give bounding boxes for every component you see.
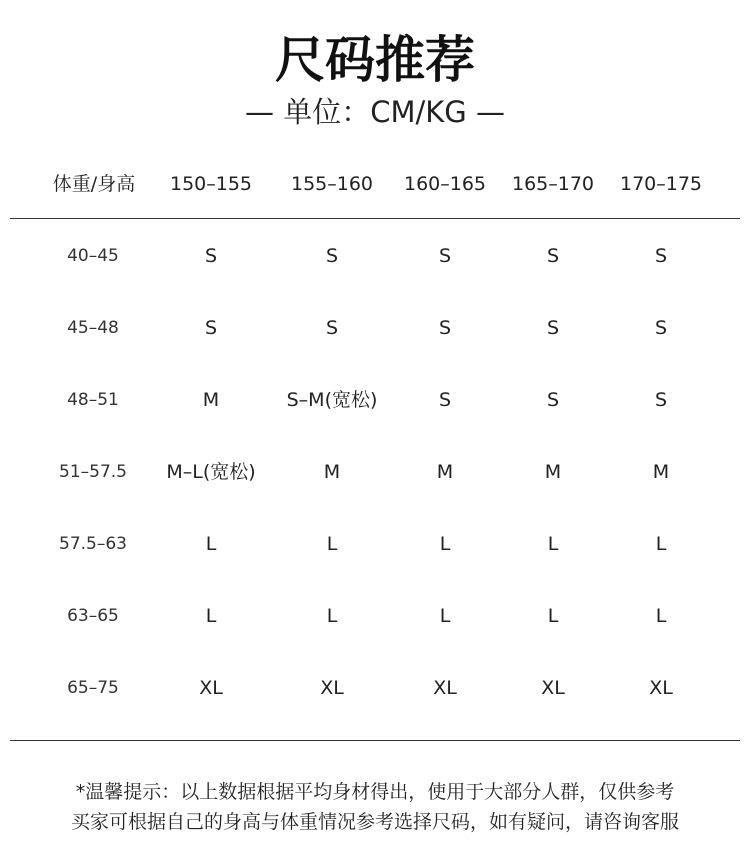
table-row [0,672,750,704]
weight-label: 45–48 [67,318,119,338]
size-cell: XL [199,677,223,699]
size-cell: S [438,389,452,411]
table-row [0,456,750,488]
weight-label: 51–57.5 [59,462,127,482]
height-header: 165–170 [511,173,595,195]
size-cell: L [547,533,559,555]
height-header: 160–165 [403,173,487,195]
corner-label: 体重/身高 [52,173,136,195]
size-cell: S [546,245,560,267]
size-cell: S–M(宽松) [286,389,378,411]
size-cell: S [325,317,339,339]
table-bottom-divider [10,740,740,741]
weight-label: 57.5–63 [59,534,127,554]
table-row [0,312,750,344]
size-cell: S [325,245,339,267]
header-divider [10,218,740,219]
size-cell: M [652,461,670,483]
size-cell: L [439,533,451,555]
size-cell: XL [433,677,457,699]
size-cell: S [654,245,668,267]
weight-label: 40–45 [67,246,119,266]
size-cell: XL [541,677,565,699]
size-cell: S [546,389,560,411]
size-cell: L [326,533,338,555]
size-cell: S [204,317,218,339]
weight-label: 48–51 [67,390,119,410]
size-cell: L [655,533,667,555]
page-title: 尺码推荐 [275,31,475,89]
table-header-row [0,168,750,200]
height-header: 150–155 [169,173,253,195]
size-cell: M [436,461,454,483]
size-cell: S [438,317,452,339]
size-cell: L [205,605,217,627]
table-row [0,240,750,272]
table-row [0,528,750,560]
size-cell: XL [320,677,344,699]
table-row [0,384,750,416]
table-row [0,600,750,632]
weight-label: 65–75 [67,678,119,698]
size-cell: L [439,605,451,627]
footnote-line-1: *温馨提示：以上数据根据平均身材得出，使用于大部分人群，仅供参考 [75,781,675,803]
footnote-line-2: 买家可根据自己的身高与体重情况参考选择尺码，如有疑问，请咨询客服 [70,811,679,833]
size-cell: S [204,245,218,267]
size-cell: L [547,605,559,627]
weight-label: 63–65 [67,606,119,626]
size-cell: L [326,605,338,627]
height-header: 170–175 [619,173,703,195]
size-cell: M [323,461,341,483]
size-cell: M [202,389,220,411]
size-cell: S [654,317,668,339]
height-header: 155–160 [290,173,374,195]
size-cell: L [655,605,667,627]
size-cell: XL [649,677,673,699]
size-cell: L [205,533,217,555]
size-cell: S [546,317,560,339]
size-cell: M [544,461,562,483]
size-cell: S [438,245,452,267]
unit-subtitle: — 单位：CM/KG — [245,95,505,129]
size-cell: M–L(宽松) [166,461,256,483]
size-cell: S [654,389,668,411]
